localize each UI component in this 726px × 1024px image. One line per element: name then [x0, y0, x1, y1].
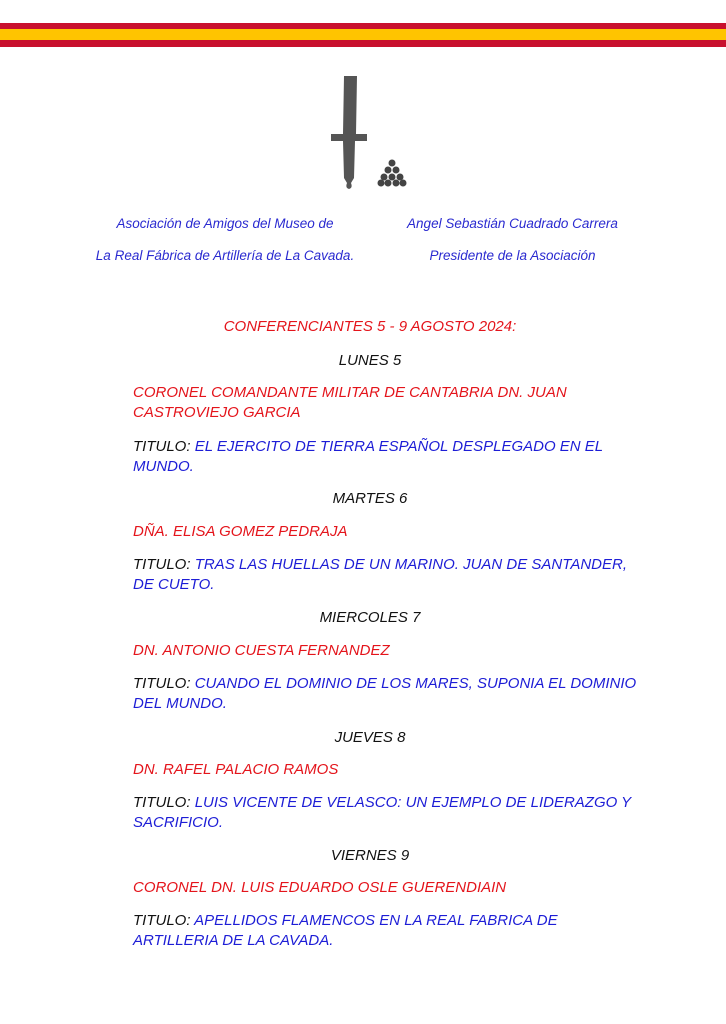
title-label: TITULO:	[133, 438, 191, 455]
conference-heading: CONFERENCIANTES 5 - 9 AGOSTO 2024:	[223, 318, 517, 335]
association-name-line1: Asociación de Amigos del Museo de	[116, 216, 334, 231]
president-name: Angel Sebastián Cuadrado Carrera	[407, 216, 618, 231]
day-label: MIERCOLES 7	[319, 609, 421, 626]
speaker-name: DN. RAFEL PALACIO RAMOS	[133, 761, 339, 778]
title-value: LUIS VICENTE DE VELASCO: UN EJEMPLO DE LIDERAZGO Y SACRIFICIO.	[133, 794, 631, 831]
title-value: APELLIDOS FLAMENCOS EN LA REAL FABRICA DE ARTILLERIA DE LA CAVADA.	[133, 912, 558, 949]
title-label: TITULO:	[133, 675, 191, 692]
title-label: TITULO:	[133, 794, 191, 811]
flag-yellow-band	[0, 29, 726, 40]
title-value: TRAS LAS HUELLAS DE UN MARINO. JUAN DE SANTANDER, DE CUETO.	[133, 556, 627, 593]
spanish-flag-stripe	[0, 23, 726, 47]
talk-title	[133, 674, 643, 714]
day-label: JUEVES 8	[334, 729, 406, 746]
title-label: TITULO:	[133, 556, 191, 573]
speaker-name: DN. ANTONIO CUESTA FERNANDEZ	[133, 642, 390, 659]
title-value: CUANDO EL DOMINIO DE LOS MARES, SUPONIA EL DOMINIO DEL MUNDO.	[133, 675, 637, 712]
cannon-logo-icon	[330, 72, 415, 192]
talk-title	[133, 437, 643, 477]
speaker-name: CORONEL COMANDANTE MILITAR DE CANTABRIA DN. JUAN CASTROVIEJO GARCIA	[133, 384, 567, 421]
talk-title	[133, 911, 643, 951]
title-label: TITULO:	[133, 912, 191, 929]
president-role: Presidente de la Asociación	[429, 248, 596, 263]
day-label: VIERNES 9	[330, 847, 410, 864]
association-name-line2: La Real Fábrica de Artillería de La Cavada.	[95, 248, 355, 263]
talk-title	[133, 793, 643, 833]
title-value: EL EJERCITO DE TIERRA ESPAÑOL DESPLEGADO EN EL MUNDO.	[133, 438, 603, 475]
talk-title	[133, 555, 643, 595]
speaker-name: DÑA. ELISA GOMEZ PEDRAJA	[133, 523, 348, 540]
day-label: LUNES 5	[338, 352, 402, 369]
day-label: MARTES 6	[332, 490, 408, 507]
speaker-name: CORONEL DN. LUIS EDUARDO OSLE GUERENDIAIN	[133, 879, 507, 896]
